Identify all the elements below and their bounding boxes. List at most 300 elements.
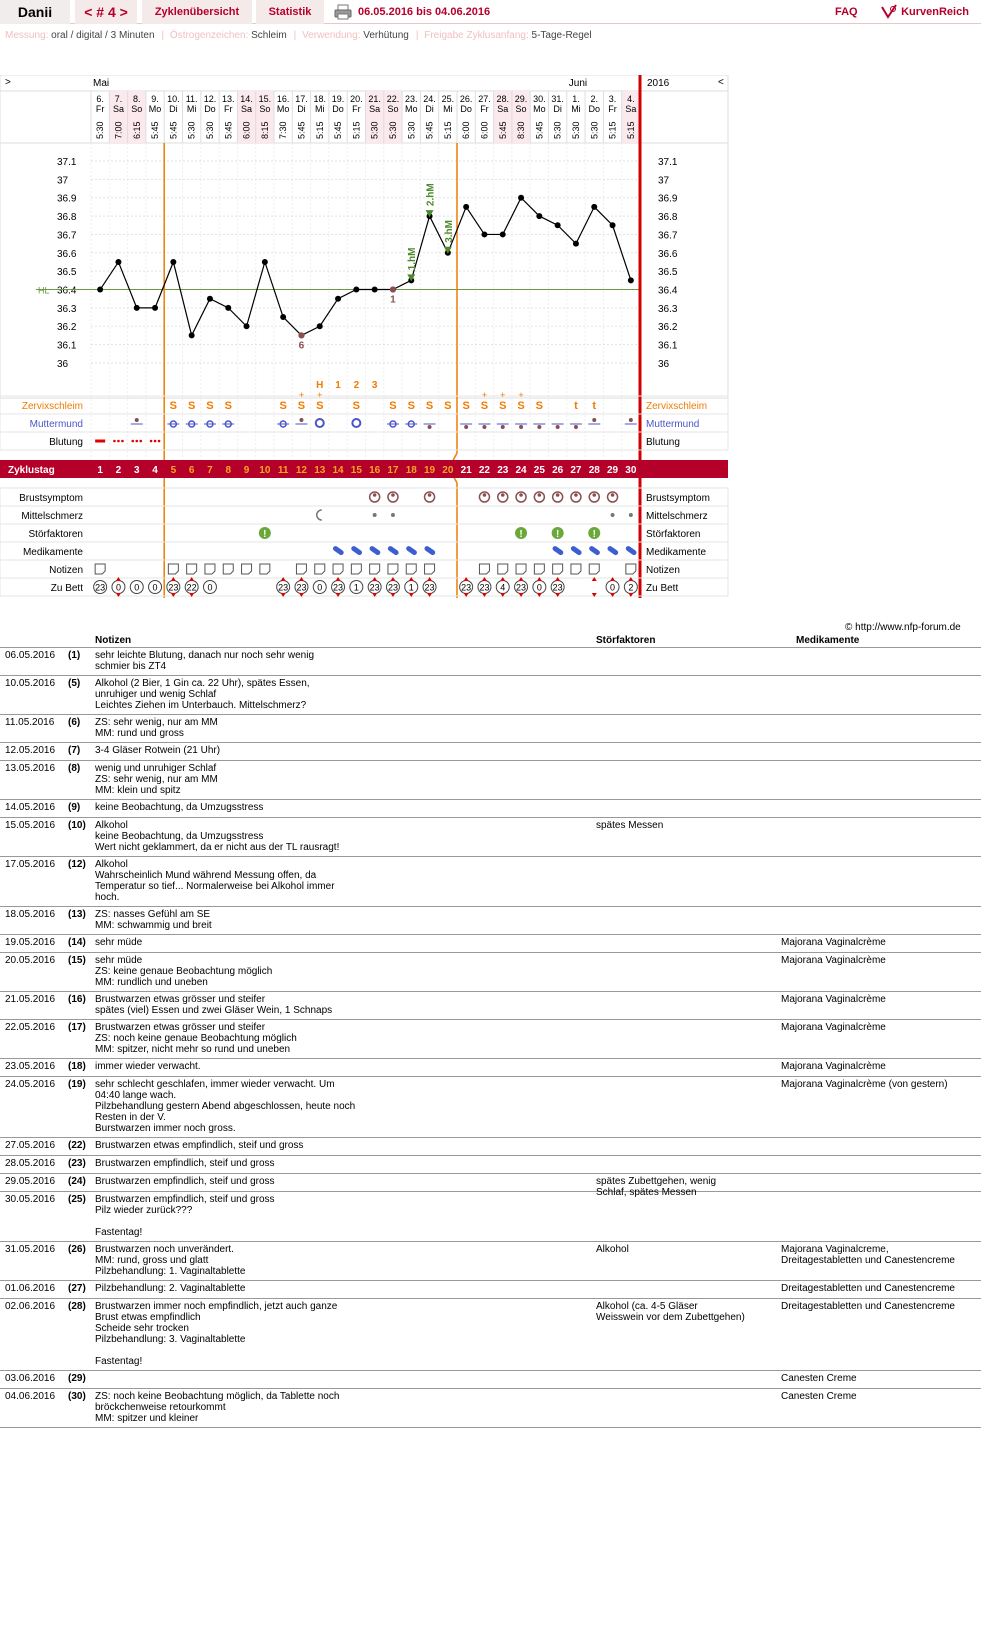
date-label: 21. <box>368 94 381 104</box>
table-row <box>0 800 981 818</box>
row-frame <box>0 560 728 578</box>
date-label: 7. <box>114 94 123 104</box>
faq-link[interactable]: FAQ <box>835 6 858 18</box>
pill-icon <box>552 545 565 556</box>
note-icon[interactable] <box>351 564 361 574</box>
table-row <box>0 1281 981 1299</box>
temperature-point[interactable] <box>207 296 213 302</box>
weekday-label: Sa <box>625 104 637 114</box>
note-icon[interactable] <box>370 564 380 574</box>
row-note: Brustwarzen empfindlich, steif und gross Pilz wieder zurück??? Fastentag! <box>95 1194 275 1238</box>
row-date: 10.05.2016 <box>5 678 56 689</box>
time-label: 5:30 <box>589 121 600 139</box>
temperature-point[interactable] <box>536 213 542 219</box>
table-row <box>0 1059 981 1077</box>
row-note: ZS: nasses Gefühl am SE MM: schwammig und breit <box>95 909 212 931</box>
row-note: Pilzbehandlung: 2. Vaginaltablette <box>95 1283 246 1294</box>
cycle-day-number: 29 <box>606 465 619 476</box>
bedtime-value: 0 <box>536 582 542 593</box>
muttermund-dot <box>629 418 633 422</box>
row-note: Alkohol (2 Bier, 1 Gin ca. 22 Uhr), spätes Essen, unruhiger und wenig Schlaf Leichtes Ziehen im Unterbauch. Mittelschmerz? <box>95 678 310 711</box>
time-label: 7:30 <box>278 121 289 139</box>
temperature-point[interactable] <box>244 323 250 329</box>
zervix-mark: S <box>352 400 361 412</box>
table-row <box>0 1299 981 1371</box>
separator: | <box>293 30 297 41</box>
temperature-point[interactable] <box>610 222 616 228</box>
row-note: Brustwarzen etwas grösser und steifer ZS: noch keine genaue Beobachtung möglich MM: spitzer, nicht mehr so rund und uneben <box>95 1022 297 1055</box>
note-icon[interactable] <box>534 564 544 574</box>
temperature-point[interactable] <box>262 259 268 265</box>
cycle-day-number: 4 <box>152 465 158 476</box>
cycle-day-number: 28 <box>588 465 600 476</box>
row-date: 20.05.2016 <box>5 955 56 966</box>
bedtime-value: 0 <box>317 582 323 593</box>
time-label: 5:15 <box>607 121 618 139</box>
prev-cycle-arrow[interactable]: > <box>5 77 11 88</box>
date-label: 25. <box>441 94 455 104</box>
muttermund-dot <box>299 418 303 422</box>
row-cycle-day: (26) <box>68 1244 86 1255</box>
row-cycle-day: (7) <box>68 745 81 756</box>
zervix-mark: t <box>592 400 597 412</box>
row-note: sehr leichte Blutung, danach nur noch sehr wenig schmier bis ZT4 <box>95 650 315 672</box>
row-label-left: Muttermund <box>29 419 83 430</box>
row-cycle-day: (19) <box>68 1079 86 1090</box>
row-label-right: Zervixschleim <box>646 401 708 412</box>
date-label: 23. <box>404 94 418 104</box>
row-date: 02.06.2016 <box>5 1301 56 1312</box>
y-tick-left: 36.6 <box>57 248 77 260</box>
muttermund-dot <box>537 425 541 429</box>
note-icon[interactable] <box>589 564 599 574</box>
weekday-label: Fr <box>352 104 361 114</box>
date-label: 16. <box>276 94 290 104</box>
weekday-label: Fr <box>480 104 489 114</box>
pill-icon <box>387 545 400 556</box>
bedtime-value: 23 <box>387 582 398 593</box>
messung-label: Messung: <box>5 30 49 41</box>
weekday-label: So <box>131 104 143 114</box>
row-frame <box>0 488 728 506</box>
row-cycle-day: (1) <box>68 650 81 661</box>
row-label-right: Brustsymptom <box>646 493 710 504</box>
row-note: Alkohol keine Beobachtung, da Umzugsstress Wert nicht geklammert, da er nicht aus der TL rausragt! <box>95 820 340 853</box>
peak-label: H <box>316 380 324 391</box>
cycle-day-number: 30 <box>625 465 637 476</box>
temperature-point[interactable] <box>97 287 103 293</box>
row-cycle-day: (15) <box>68 955 86 966</box>
date-label: 8. <box>132 94 141 104</box>
copyright[interactable]: © http://www.nfp-forum.de <box>845 622 961 633</box>
temperature-point[interactable] <box>628 277 634 283</box>
hm-label: 3.hM <box>443 220 455 243</box>
mittelschmerz-dot <box>611 513 615 517</box>
row-cycle-day: (22) <box>68 1140 86 1151</box>
temperature-point[interactable] <box>134 305 140 311</box>
row-med: Majorana Vaginalcrème <box>781 937 886 948</box>
row-med: Canesten Creme <box>781 1391 857 1402</box>
note-icon[interactable] <box>260 564 270 574</box>
peak-label: 1 <box>335 380 341 391</box>
temperature-point[interactable] <box>152 305 158 311</box>
note-icon[interactable] <box>626 564 636 574</box>
time-label: 5:15 <box>625 121 636 139</box>
date-label: 10. <box>167 94 180 104</box>
row-stoer: Alkohol <box>596 1244 629 1255</box>
row-med: Majorana Vaginalcrème (von gestern) <box>781 1079 948 1090</box>
zervix-mark: S <box>316 400 324 412</box>
breast-symptom-icon <box>428 493 432 497</box>
row-note: Brustwarzen empfindlich, steif und gross <box>95 1158 275 1169</box>
zervix-mark: S <box>389 400 397 412</box>
peak-label: 3 <box>371 380 378 391</box>
table-row <box>0 1371 981 1389</box>
bedtime-value: 0 <box>207 582 213 593</box>
row-cycle-day: (14) <box>68 937 86 948</box>
date-label: 28. <box>496 94 510 104</box>
y-tick-right: 36.1 <box>658 340 678 352</box>
printer-icon[interactable] <box>334 0 352 24</box>
row-date: 28.05.2016 <box>5 1158 56 1169</box>
temperature-point[interactable] <box>189 332 195 338</box>
weekday-label: Di <box>169 104 178 114</box>
bedtime-value: 4 <box>500 582 506 593</box>
freigabe-value: 5-Tage-Regel <box>531 30 592 41</box>
row-date: 04.06.2016 <box>5 1391 56 1402</box>
note-icon[interactable] <box>187 564 197 574</box>
breast-symptom-icon <box>538 493 542 497</box>
time-label: 5:45 <box>497 121 508 139</box>
note-icon[interactable] <box>205 564 215 574</box>
cycle-day-bar-label: Zyklustag <box>8 465 55 476</box>
bedtime-value: 0 <box>610 582 616 593</box>
settings-bar <box>5 29 596 43</box>
row-date: 14.05.2016 <box>5 802 56 813</box>
y-tick-left: 36.4 <box>57 285 77 297</box>
y-tick-right: 36.6 <box>658 248 678 260</box>
row-note: Brustwarzen noch unverändert. MM: rund, gross und glatt Pilzbehandlung: 1. Vaginaltablette <box>95 1244 246 1277</box>
temperature-point[interactable] <box>518 195 524 201</box>
bedtime-value: 23 <box>168 582 179 593</box>
cycle-day-number: 13 <box>314 465 326 476</box>
row-label-right: Medikamente <box>646 547 707 558</box>
row-date: 15.05.2016 <box>5 820 56 831</box>
cycle-day-number: 20 <box>442 465 454 476</box>
row-cycle-day: (25) <box>68 1194 86 1205</box>
cycle-day-number: 2 <box>115 465 122 476</box>
warning-icon-glyph: ! <box>519 529 523 540</box>
cycle-day-number: 14 <box>332 465 344 476</box>
notes-header <box>0 634 981 648</box>
weekday-label: Fr <box>224 104 233 114</box>
cycle-nav[interactable]: < # 4 > <box>75 0 137 24</box>
cycle-day-number: 21 <box>460 465 472 476</box>
separator: | <box>415 30 419 41</box>
row-stoer: spätes Messen <box>596 820 664 831</box>
note-icon[interactable] <box>315 564 325 574</box>
note-icon[interactable] <box>571 564 581 574</box>
note-icon[interactable] <box>425 564 435 574</box>
zervix-mark: S <box>462 400 470 412</box>
row-date: 19.05.2016 <box>5 937 56 948</box>
date-label: 13. <box>221 94 235 104</box>
cycle-day-number: 7 <box>207 465 213 476</box>
note-icon[interactable] <box>242 564 252 574</box>
breast-symptom-icon <box>556 493 560 497</box>
weekday-label: Mi <box>315 104 325 114</box>
date-label: 6. <box>96 94 104 104</box>
note-icon[interactable] <box>296 564 306 574</box>
table-row <box>0 761 981 800</box>
date-label: 14. <box>240 94 253 104</box>
temperature-point[interactable] <box>225 305 231 311</box>
zervix-mark: S <box>407 400 415 412</box>
temperature-point[interactable] <box>372 287 378 293</box>
note-icon[interactable] <box>223 564 233 574</box>
note-icon[interactable] <box>516 564 526 574</box>
warning-icon-glyph: ! <box>592 529 596 540</box>
bleeding-dot <box>158 440 161 443</box>
pill-icon <box>405 545 418 556</box>
bleeding-dot <box>150 440 153 443</box>
y-tick-right: 36.8 <box>658 212 678 224</box>
temperature-point[interactable] <box>335 296 341 302</box>
note-icon[interactable] <box>388 564 398 574</box>
bedtime-value: 23 <box>333 582 344 593</box>
row-note: Brustwarzen immer noch empfindlich, jetzt auch ganze Brust etwas empfindlich Scheide sehr trocken Pilzbehandlung: 3. Vaginaltablette Fastentag! <box>95 1301 338 1367</box>
row-note: ZS: sehr wenig, nur am MM MM: rund und gross <box>95 717 218 739</box>
table-row <box>0 715 981 743</box>
bedtime-value: 22 <box>186 582 197 593</box>
time-label: 5:45 <box>296 121 307 139</box>
row-label-left: Brustsymptom <box>19 493 83 504</box>
mittelschmerz-dot <box>373 513 377 517</box>
cycle-day-number: 5 <box>170 465 177 476</box>
stoer-col-header: Störfaktoren <box>596 635 656 646</box>
cycle-day-number: 9 <box>243 465 250 476</box>
row-date: 30.05.2016 <box>5 1194 56 1205</box>
cycle-day-number: 27 <box>570 465 582 476</box>
date-label: 15. <box>258 94 272 104</box>
row-cycle-day: (18) <box>68 1061 86 1072</box>
time-label: 5:15 <box>351 121 362 139</box>
time-label: 8:15 <box>259 121 270 139</box>
row-label-left: Notizen <box>49 565 83 576</box>
logo[interactable] <box>880 0 980 24</box>
freigabe-label: Freigabe Zyklusanfang: <box>424 30 529 41</box>
zervix-mark: S <box>206 400 214 412</box>
pill-icon <box>588 545 601 556</box>
muttermund-dot <box>428 425 432 429</box>
row-label-left: Störfaktoren <box>28 529 83 540</box>
bedtime-value: 23 <box>296 582 307 593</box>
statistics-button[interactable]: Statistik <box>256 0 324 24</box>
row-cycle-day: (12) <box>68 859 86 870</box>
time-label: 5:45 <box>223 121 234 139</box>
cycle-day-number: 26 <box>552 465 564 476</box>
date-label: 26. <box>459 94 473 104</box>
time-label: 6:00 <box>479 121 490 139</box>
row-date: 17.05.2016 <box>5 859 56 870</box>
note-icon[interactable] <box>498 564 508 574</box>
bedtime-value: 0 <box>134 582 140 593</box>
row-cycle-day: (10) <box>68 820 86 831</box>
y-tick-left: 36.7 <box>57 230 77 242</box>
time-label: 5:15 <box>442 121 453 139</box>
zervix-mark: S <box>480 400 489 412</box>
cycle-day-number: 19 <box>423 465 436 476</box>
row-stoer: spätes Zubettgehen, wenig Schlaf, spätes Messen <box>596 1176 717 1198</box>
date-label: 30. <box>533 94 546 104</box>
temperature-point[interactable] <box>115 259 121 265</box>
breast-symptom-icon <box>391 493 395 497</box>
weekday-label: Do <box>204 104 216 114</box>
date-label: 2. <box>590 94 599 104</box>
row-stoer: Alkohol (ca. 4-5 Gläser Weisswein vor dem Zubettgehen) <box>596 1301 745 1323</box>
cycle-day-number: 10 <box>259 465 271 476</box>
y-tick-right: 36 <box>658 358 670 370</box>
row-note: ZS: noch keine Beobachtung möglich, da Tablette noch bröckchenweise retourkommt MM: spitzer und kleiner <box>95 1391 340 1424</box>
bleeding-dot <box>154 440 157 443</box>
time-label: 5:45 <box>534 121 545 139</box>
row-med: Majorana Vaginalcrème <box>781 1061 886 1072</box>
table-row <box>0 1389 981 1428</box>
weekday-label: Fr <box>608 104 617 114</box>
table-row <box>0 1242 981 1281</box>
temperature-point[interactable] <box>573 241 579 247</box>
row-med: Canesten Creme <box>781 1373 857 1384</box>
temperature-point[interactable] <box>481 231 487 237</box>
y-tick-left: 37 <box>57 175 69 187</box>
marked-temperature-point <box>390 287 396 293</box>
weekday-label: Fr <box>95 104 105 114</box>
y-tick-left: 36.5 <box>57 267 77 279</box>
row-note: sehr schlecht geschlafen, immer wieder verwacht. Um 04:40 lange wach. Pilzbehandlung gestern Abend abgeschlossen, heute noch Resten in der V. Burstwarzen immer noch gross. <box>95 1079 356 1134</box>
bleeding-dot <box>135 440 138 443</box>
temperature-point[interactable] <box>555 222 561 228</box>
zervix-plus-mark: + <box>500 390 506 400</box>
weekday-label: Do <box>460 104 472 114</box>
temperature-point[interactable] <box>353 287 359 293</box>
weekday-label: So <box>515 104 527 114</box>
date-label: 9. <box>151 94 159 104</box>
time-label: 5:30 <box>387 121 398 139</box>
y-tick-left: 36.1 <box>57 340 77 352</box>
y-tick-right: 36.2 <box>658 322 678 334</box>
row-date: 27.05.2016 <box>5 1140 56 1151</box>
mittelschmerz-half-icon <box>317 510 322 520</box>
temperature-point[interactable] <box>317 323 323 329</box>
notes-col-header: Notizen <box>95 635 132 646</box>
row-cycle-day: (28) <box>68 1301 86 1312</box>
cycle-day-number: 3 <box>133 465 140 476</box>
row-cycle-day: (24) <box>68 1176 86 1187</box>
bedtime-value: 2 <box>628 582 634 593</box>
cycle-day-number: 6 <box>188 465 195 476</box>
note-icon[interactable] <box>168 564 178 574</box>
muttermund-dot <box>482 425 486 429</box>
time-label: 5:45 <box>333 121 344 139</box>
date-label: 12. <box>203 94 217 104</box>
messung-value: oral / digital / 3 Minuten <box>51 30 155 41</box>
y-tick-left: 36.9 <box>57 193 77 205</box>
next-cycle-arrow[interactable]: < <box>718 77 724 88</box>
cycle-day-number: 18 <box>405 465 417 476</box>
pill-icon <box>350 545 363 556</box>
table-row <box>0 1020 981 1059</box>
cycle-day-number: 24 <box>515 465 527 476</box>
note-icon[interactable] <box>333 564 343 574</box>
row-label-right: Blutung <box>646 437 680 448</box>
note-icon[interactable] <box>95 564 105 574</box>
weekday-label: Mi <box>571 104 581 114</box>
row-note: Brustwarzen empfindlich, steif und gross <box>95 1176 275 1187</box>
y-tick-right: 36.3 <box>658 303 678 315</box>
note-icon[interactable] <box>479 564 489 574</box>
date-label: 20. <box>350 94 363 104</box>
weekday-label: So <box>387 104 399 114</box>
bedtime-value: 23 <box>552 582 563 593</box>
weekday-label: Do <box>588 104 601 114</box>
pill-icon <box>570 545 583 556</box>
row-med: Majorana Vaginalcrème <box>781 955 886 966</box>
y-tick-right: 37.1 <box>658 157 678 168</box>
weekday-label: Sa <box>112 104 124 114</box>
weekday-label: Sa <box>369 104 381 114</box>
overview-button[interactable]: Zyklenübersicht <box>142 0 252 24</box>
row-date: 29.05.2016 <box>5 1176 56 1187</box>
temperature-point[interactable] <box>591 204 597 210</box>
row-date: 31.05.2016 <box>5 1244 56 1255</box>
date-label: 27. <box>478 94 491 104</box>
hl-label: HL <box>38 285 50 296</box>
breast-symptom-icon <box>519 493 523 497</box>
temperature-point[interactable] <box>500 231 506 237</box>
row-cycle-day: (29) <box>68 1373 86 1384</box>
temperature-point[interactable] <box>280 314 286 320</box>
oestrogen-value: Schleim <box>251 30 287 41</box>
marked-temperature-point <box>298 332 304 338</box>
date-label: 22. <box>386 94 400 104</box>
top-bar <box>0 0 981 24</box>
note-icon[interactable] <box>553 564 563 574</box>
row-label-right: Störfaktoren <box>646 529 701 540</box>
date-label: 3. <box>608 94 617 104</box>
time-label: 8:30 <box>516 121 527 139</box>
bleeding-dot <box>139 440 142 443</box>
table-row <box>0 1077 981 1138</box>
zervix-mark: S <box>499 400 507 412</box>
temperature-point[interactable] <box>170 259 176 265</box>
row-label-left: Medikamente <box>22 547 83 558</box>
weekday-label: Sa <box>241 104 253 114</box>
temp-marker-label: 6 <box>298 340 305 352</box>
bedtime-value: 23 <box>479 582 490 593</box>
muttermund-dot <box>556 425 560 429</box>
row-label-left: Zu Bett <box>50 583 83 594</box>
cycle-day-number: 23 <box>497 465 509 476</box>
row-med: Majorana Vaginalcrème <box>781 994 886 1005</box>
zervix-mark: t <box>574 400 578 412</box>
temperature-point[interactable] <box>463 204 469 210</box>
row-med: Majorana Vaginalcreme, Dreitagestabletten und Canestencreme <box>781 1244 955 1266</box>
cycle-day-number: 25 <box>533 465 545 476</box>
row-med: Dreitagestabletten und Canestencreme <box>781 1301 955 1312</box>
muttermund-dot <box>135 418 139 422</box>
mittelschmerz-dot <box>629 513 633 517</box>
note-icon[interactable] <box>406 564 416 574</box>
